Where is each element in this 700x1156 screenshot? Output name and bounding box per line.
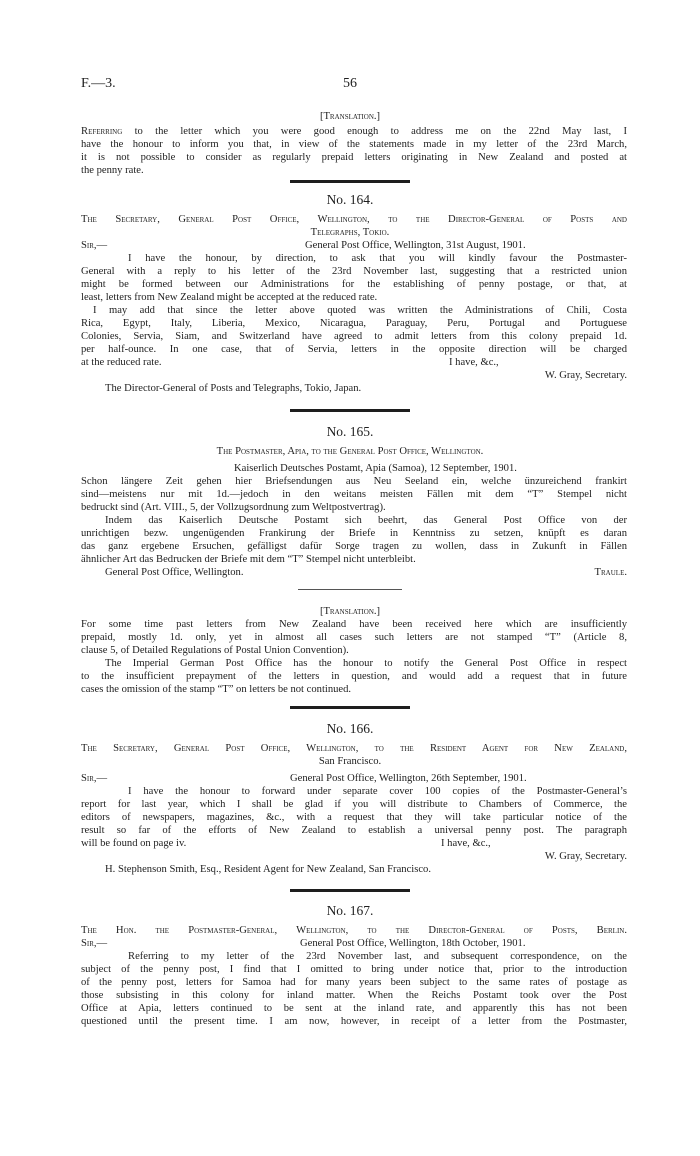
translation-line: to the insufficient prepayment of the letters in question, and would add a request that in future — [81, 671, 627, 682]
body-line: at the reduced rate. — [81, 357, 162, 368]
page-number: 56 — [343, 76, 357, 91]
body-line: unrichtigen bezw. ungenügenden Frankirung der Briefe in Kenntniss zu setzen, knüpft es daran — [81, 528, 627, 539]
addressee: H. Stephenson Smith, Esq., Resident Agent for New Zealand, San Francisco. — [105, 864, 432, 875]
signature: W. Gray, Secretary. — [544, 370, 627, 381]
section-divider — [290, 409, 410, 412]
translation-line: the penny rate. — [81, 165, 144, 176]
body-line: those subsisting in this colony for inland matter. When the Reichs Postamt took over the Post — [81, 990, 627, 1001]
translation-heading: [Translation.] — [319, 606, 381, 617]
translation-line: it is not possible to consider as regularly prepaid letters originating in New Zealand and posted at — [81, 152, 627, 163]
letter-address: The Hon. the Postmaster-General, Wellington, to the Director-General of Posts, Berlin. — [81, 925, 627, 936]
letter-address: Telegraphs, Tokio. — [310, 227, 390, 238]
report-reference: F.—3. — [81, 76, 116, 91]
translation-heading: [Translation.] — [319, 111, 381, 122]
body-line: Rica, Egypt, Italy, Liberia, Mexico, Nicaragua, Paraguay, Peru, Portugal and Portuguese — [81, 318, 627, 329]
letter-address: San Francisco. — [318, 756, 382, 767]
signature: Traule. — [594, 567, 627, 578]
body-line: Office at Apia, letters continued to be sent at the inland rate, and apparently this has not been — [81, 1003, 627, 1014]
salutation: Sir,— — [81, 240, 108, 251]
letter-address: The Secretary, General Post Office, Wellington, to the Resident Agent for New Zealand, — [81, 743, 627, 754]
letter-number: No. 164. — [326, 192, 374, 207]
body-line: result so far of the efforts of New Zealand to establish a universal penny post. The paragraph — [81, 825, 627, 836]
body-line: das ganz ergebene Ersuchen, gefälligst dafür Sorge tragen zu wollen, dass in Zukunft in Fällen — [81, 541, 627, 552]
body-line: I have the honour to forward under separate cover 100 copies of the Postmaster-General’s — [128, 786, 627, 797]
translation-line: The Imperial German Post Office has the honour to notify the General Post Office in respect — [105, 658, 627, 669]
body-line: I have the honour, by direction, to ask that you will kindly favour the Postmaster- — [128, 253, 627, 264]
letter-address: The Postmaster, Apia, to the General Post Office, Wellington. — [216, 446, 484, 457]
section-divider — [290, 180, 410, 183]
section-divider — [290, 706, 410, 709]
signature: W. Gray, Secretary. — [544, 851, 627, 862]
body-line: sind—meistens nur mit 1d.—jedoch in den weitans meisten Fällen mit dem “T” Stempel nicht — [81, 489, 627, 500]
translation-line: cases the omission of the stamp “T” on letters be not continued. — [81, 684, 352, 695]
addressee: The Director-General of Posts and Telegraphs, Tokio, Japan. — [105, 383, 362, 394]
addressee: General Post Office, Wellington. — [105, 567, 244, 578]
body-line: ähnlicher Art das Bedrucken der Briefe mit dem “T” Stempel nicht unterbleibt. — [81, 554, 416, 565]
place-date: Kaiserlich Deutsches Postamt, Apia (Samoa), 12 September, 1901. — [234, 463, 517, 474]
body-line: Indem das Kaiserlich Deutsche Postamt sich beehrt, das General Post Office von der — [105, 515, 627, 526]
place-date: General Post Office, Wellington, 31st August, 1901. — [305, 240, 526, 251]
short-divider — [298, 589, 402, 590]
body-line: editors of newspapers, magazines, &c., with a request that they will take particular notice of the — [81, 812, 627, 823]
translation-line: Referring to the letter which you were good enough to address me on the 22nd May last, I — [81, 126, 627, 137]
body-line: bedruckt sind (Art. VIII., 5, der Vollzugsordnung zum Weltpostvertrag). — [81, 502, 386, 513]
translation-line: prepaid, mostly 1d. only, yet in almost all cases such letters are not stamped “T” (Article 8, — [81, 632, 627, 643]
salutation: Sir,— — [81, 773, 108, 784]
body-line: subject of the penny post, I find that I omitted to bring under notice that, prior to the introduction — [81, 964, 627, 975]
body-line: least, letters from New Zealand might be accepted at the reduced rate. — [81, 292, 378, 303]
body-line: General with a reply to his letter of the 23rd November last, suggesting that a restricted union — [81, 266, 627, 277]
letter-number: No. 165. — [326, 424, 374, 439]
body-line: of the penny post, letters for Samoa had for many years been subject to the same rates of postage as — [81, 977, 627, 988]
translation-line: clause 5, of Detailed Regulations of Postal Union Convention). — [81, 645, 349, 656]
letter-address: The Secretary, General Post Office, Wellington, to the Director-General of Posts and — [81, 214, 627, 225]
body-line: questioned until the present time. I am now, however, in receipt of a letter from the Postmaster, — [81, 1016, 627, 1027]
body-line: Referring to my letter of the 23rd November last, and subsequent correspondence, on the — [128, 951, 627, 962]
place-date: General Post Office, Wellington, 26th September, 1901. — [290, 773, 527, 784]
salutation: Sir,— — [81, 938, 108, 949]
body-line: Colonies, Servia, Siam, and Switzerland have agreed to admit letters from this colony prepaid 1d. — [81, 331, 627, 342]
body-line: Schon längere Zeit gehen hier Briefsendungen aus Neu Seeland ein, welche ünzureichend frankirt — [81, 476, 627, 487]
lead-word: Referring — [81, 126, 123, 137]
section-divider — [290, 889, 410, 892]
place-date: General Post Office, Wellington, 18th October, 1901. — [300, 938, 526, 949]
body-line: per half-ounce. In one case, that of Servia, letters in the opposite direction will be charged — [81, 344, 627, 355]
letter-number: No. 166. — [326, 721, 374, 736]
translation-line: have the honour to inform you that, in view of the statements made in my letter of the 23rd March, — [81, 139, 627, 150]
closing: I have, &c., — [441, 838, 491, 849]
body-line: I may add that since the letter above quoted was written the Administrations of Chili, Costa — [93, 305, 627, 316]
letter-number: No. 167. — [326, 903, 374, 918]
body-line: report for last year, which I shall be glad if you will distribute to Chambers of Commerce, the — [81, 799, 627, 810]
translation-line: For some time past letters from New Zealand have been received here which are insufficiently — [81, 619, 627, 630]
body-line: might be formed between our Administrations for the establishing of penny postage, or that, at — [81, 279, 627, 290]
body-line: will be found on page iv. — [81, 838, 187, 849]
closing: I have, &c., — [449, 357, 499, 368]
